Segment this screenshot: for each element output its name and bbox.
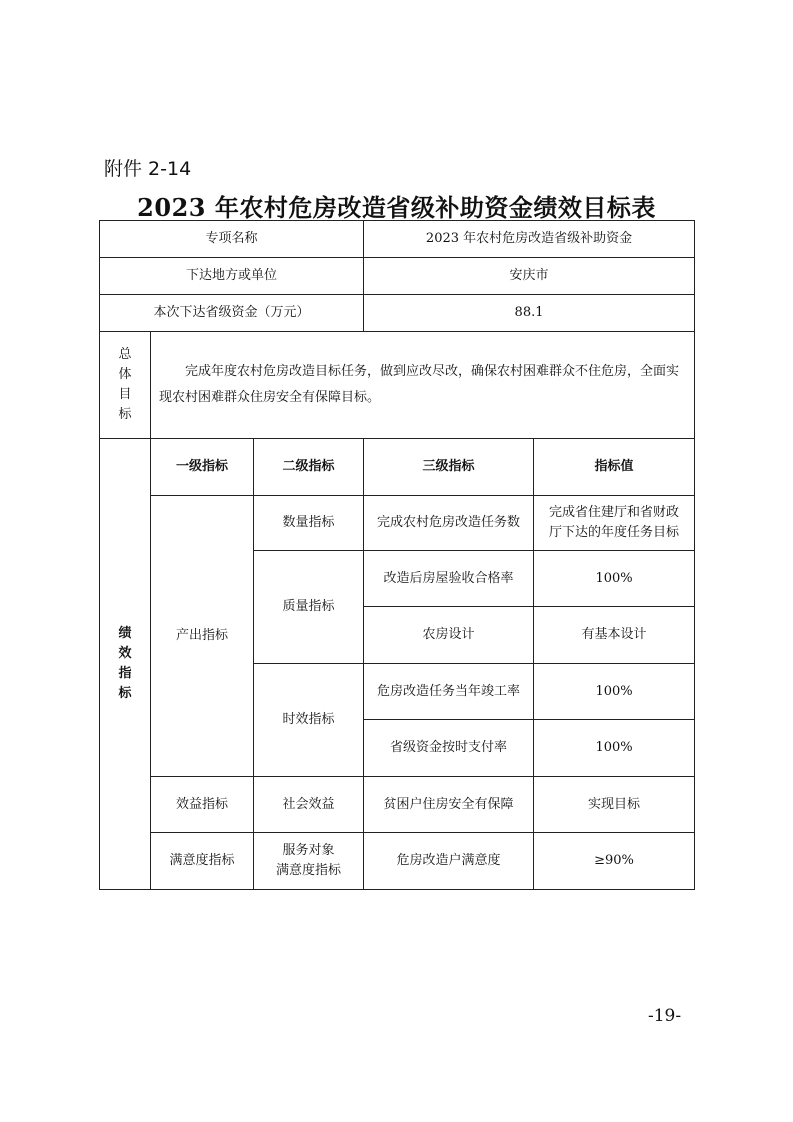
funding-value: 88.1 — [364, 295, 695, 332]
header-value: 指标值 — [534, 439, 695, 496]
recipient-value: 安庆市 — [364, 258, 695, 295]
quantity-level3-cell: 完成农村危房改造任务数 — [364, 496, 534, 551]
timeliness-indicator-cell: 时效指标 — [254, 664, 364, 777]
overall-goal-text: 完成年度农村危房改造目标任务，做到应改尽改，确保农村困难群众不住危房，全面实现农村困难群众住房安全有保障目标。 — [151, 332, 695, 439]
quality-level3-cell: 改造后房屋验收合格率 — [364, 551, 534, 607]
indicator-row — [100, 777, 695, 833]
page-number: -19- — [648, 1006, 682, 1026]
satisfaction-indicator-cell: 满意度指标 — [151, 833, 254, 890]
attachment-label: 附件 2-14 — [104, 158, 192, 180]
performance-indicator-label: 绩 效 指 标 — [100, 439, 151, 890]
timeliness-level3-cell: 危房改造任务当年竣工率 — [364, 664, 534, 720]
indicator-row — [100, 496, 695, 551]
project-name-value: 2023 年农村危房改造省级补助资金 — [364, 221, 695, 258]
header-level1: 一级指标 — [151, 439, 254, 496]
satisfaction-value-cell: ≥90% — [534, 833, 695, 890]
quantity-indicator-cell: 数量指标 — [254, 496, 364, 551]
output-indicator-cell: 产出指标 — [151, 496, 254, 777]
service-satisfaction-cell: 服务对象 满意度指标 — [254, 833, 364, 890]
timeliness-value-cell: 100% — [534, 664, 695, 720]
quantity-value-cell: 完成省住建厅和省财政 厅下达的年度任务目标 — [534, 496, 695, 551]
benefit-indicator-cell: 效益指标 — [151, 777, 254, 833]
satisfaction-level3-cell: 危房改造户满意度 — [364, 833, 534, 890]
recipient-label: 下达地方或单位 — [100, 258, 364, 295]
indicator-header-row — [100, 439, 695, 496]
timeliness-level3-cell: 省级资金按时支付率 — [364, 720, 534, 777]
document-title: 2023 年农村危房改造省级补助资金绩效目标表 — [137, 193, 656, 222]
project-name-label: 专项名称 — [100, 221, 364, 258]
header-level3: 三级指标 — [364, 439, 534, 496]
quality-level3-cell: 农房设计 — [364, 607, 534, 664]
benefit-level3-cell: 贫困户住房安全有保障 — [364, 777, 534, 833]
header-level2: 二级指标 — [254, 439, 364, 496]
overall-goal-row — [100, 332, 695, 439]
social-benefit-cell: 社会效益 — [254, 777, 364, 833]
info-row-funding — [100, 295, 695, 332]
quality-value-cell: 100% — [534, 551, 695, 607]
quality-indicator-cell: 质量指标 — [254, 551, 364, 664]
overall-goal-label: 总 体 目 标 — [100, 332, 151, 439]
performance-target-table — [99, 220, 695, 890]
funding-label: 本次下达省级资金（万元） — [100, 295, 364, 332]
info-row-project-name — [100, 221, 695, 258]
timeliness-value-cell: 100% — [534, 720, 695, 777]
info-row-recipient — [100, 258, 695, 295]
indicator-row — [100, 833, 695, 890]
benefit-value-cell: 实现目标 — [534, 777, 695, 833]
quality-value-cell: 有基本设计 — [534, 607, 695, 664]
